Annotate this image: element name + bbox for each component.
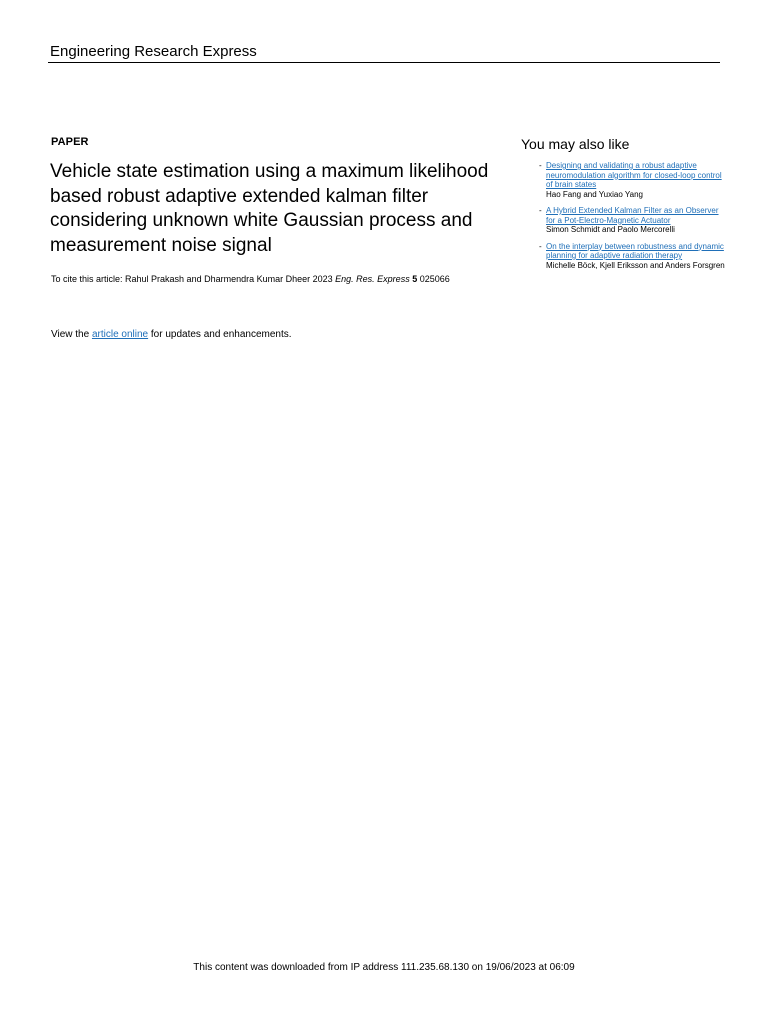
- related-item-link[interactable]: A Hybrid Extended Kalman Filter as an Observer for a Pot-Electro-Magnetic Actuator: [546, 206, 719, 225]
- article-type-label: PAPER: [51, 136, 89, 148]
- view-online-before: View the: [51, 329, 92, 340]
- citation-article-number: 025066: [417, 274, 450, 284]
- related-bullet: -: [539, 206, 542, 215]
- article-title: Vehicle state estimation using a maximum likelihood based robust adaptive extended kalman filter considering unknown white Gaussian process and measurement noise signal: [50, 161, 489, 256]
- journal-header: [48, 42, 720, 63]
- journal-name: Engineering Research Express: [50, 43, 257, 60]
- related-item-link[interactable]: On the interplay between robustness and dynamic planning for adaptive radiation therapy: [546, 241, 724, 260]
- citation-line: [51, 273, 450, 285]
- view-online-note: [51, 328, 292, 341]
- related-heading: You may also like: [521, 136, 630, 152]
- related-item: [521, 242, 726, 271]
- citation-journal-abbrev: Eng. Res. Express: [335, 274, 410, 284]
- citation-volume: 5: [412, 274, 418, 284]
- related-item-authors: Hao Fang and Yuxiao Yang: [546, 189, 643, 199]
- related-item-authors: Simon Schmidt and Paolo Mercorelli: [546, 225, 675, 234]
- related-item-link[interactable]: Designing and validating a robust adaptive neuromodulation algorithm for closed-loop control of brain states: [546, 161, 722, 189]
- citation-prefix: To cite this article: Rahul Prakash and Dharmendra Kumar Dheer 2023: [51, 274, 336, 284]
- related-item-authors: Michelle Böck, Kjell Eriksson and Anders Forsgren: [546, 260, 725, 270]
- related-bullet: -: [539, 241, 542, 251]
- related-item: [521, 161, 726, 199]
- related-bullet: -: [539, 161, 542, 170]
- download-footer-note: This content was downloaded from IP address 111.235.68.130 on 19/06/2023 at 06:09: [193, 962, 575, 973]
- article-online-link[interactable]: article online: [91, 329, 149, 340]
- related-item: [521, 206, 726, 235]
- view-online-after: for updates and enhancements.: [148, 329, 292, 340]
- related-articles-panel: [521, 136, 726, 277]
